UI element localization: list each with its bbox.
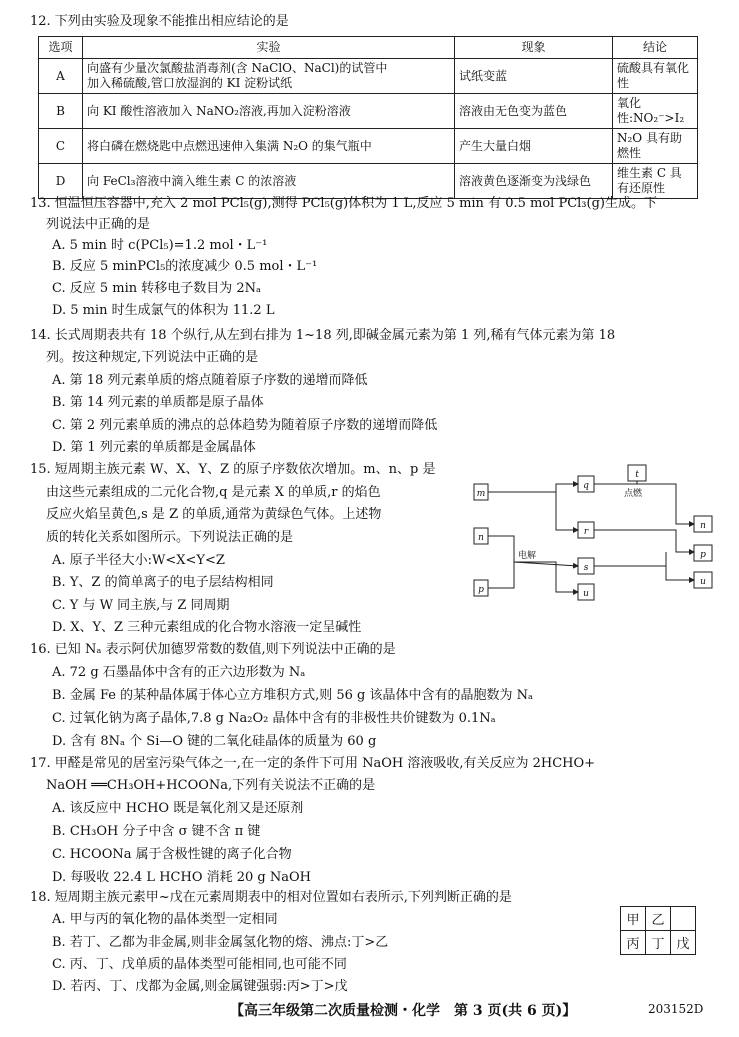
row-conclusion: 硫酸具有氧化性 xyxy=(613,59,698,94)
q15-stem-line1: 15. 短周期主族元素 W、X、Y、Z 的原子序数依次增加。m、n、p 是 xyxy=(30,462,436,477)
q18-option-a: A. 甲与丙的氧化物的晶体类型一定相同 xyxy=(52,912,278,927)
q16-stem: 16. 已知 Nₐ 表示阿伏加德罗常数的数值,则下列说法中正确的是 xyxy=(30,642,396,657)
grid-cell: 丙 xyxy=(621,931,646,955)
q13-option-d: D. 5 min 时生成氯气的体积为 11.2 L xyxy=(52,303,275,318)
table-row xyxy=(39,164,698,199)
row-conclusion: 氧化性:NO₂⁻>I₂ xyxy=(613,94,698,129)
q13-option-c: C. 反应 5 min 转移电子数目为 2Nₐ xyxy=(52,281,262,296)
header-phenomenon: 现象 xyxy=(455,37,613,59)
q14-option-d: D. 第 1 列元素的单质都是金属晶体 xyxy=(52,440,256,455)
q15-stem-line4: 质的转化关系如图所示。下列说法正确的是 xyxy=(46,530,294,545)
q13-stem-line2: 列说法中正确的是 xyxy=(46,217,151,232)
row-option: A xyxy=(39,59,83,94)
row-phenomenon: 试纸变蓝 xyxy=(455,59,613,94)
label-out-n: n xyxy=(700,521,706,531)
q15-reaction-diagram xyxy=(466,462,726,612)
q13-option-b: B. 反应 5 minPCl₅的浓度减少 0.5 mol・L⁻¹ xyxy=(52,259,318,274)
q14-stem-line2: 列。按这种规定,下列说法中正确的是 xyxy=(46,350,259,365)
q14-option-c: C. 第 2 列元素单质的沸点的总体趋势为随着原子序数的递增而降低 xyxy=(52,418,438,433)
q18-option-b: B. 若丁、乙都为非金属,则非金属氢化物的熔、沸点:丁>乙 xyxy=(52,935,389,950)
q16-option-b: B. 金属 Fe 的某种晶体属于体心立方堆积方式,则 56 g 该晶体中含有的晶胞数为 Nₐ xyxy=(52,688,534,703)
q17-option-d: D. 每吸收 22.4 L HCHO 消耗 20 g NaOH xyxy=(52,870,311,885)
q17-stem-line2: NaOH ══CH₃OH+HCOONa,下列有关说法不正确的是 xyxy=(46,778,376,793)
label-s: s xyxy=(583,563,589,573)
experiment-line: 向盛有少量次氯酸盐消毒剂(含 NaClO、NaCl)的试管中 xyxy=(87,61,388,75)
grid-cell: 乙 xyxy=(646,907,671,931)
label-m: m xyxy=(476,489,486,499)
row-phenomenon: 溶液黄色逐渐变为浅绿色 xyxy=(455,164,613,199)
q15-option-c: C. Y 与 W 同主族,与 Z 同周期 xyxy=(52,598,230,613)
q18-option-c: C. 丙、丁、戊单质的晶体类型可能相同,也可能不同 xyxy=(52,957,347,972)
row-phenomenon: 溶液由无色变为蓝色 xyxy=(455,94,613,129)
q15-stem-line2: 由这些元素组成的二元化合物,q 是元素 X 的单质,r 的焰色 xyxy=(46,485,381,500)
header-experiment: 实验 xyxy=(83,37,455,59)
experiment-line: 加入稀硫酸,管口放湿润的 KI 淀粉试纸 xyxy=(87,76,293,90)
q13-stem-line1: 13. 恒温恒压容器中,充入 2 mol PCl₅(g),测得 PCl₅(g)体积为 1 L,反应 5 min 有 0.5 mol PCl₃(g)生成。下 xyxy=(30,196,657,211)
q18-stem: 18. 短周期主族元素甲~戊在元素周期表中的相对位置如右表所示,下列判断正确的是 xyxy=(30,890,512,905)
label-n: n xyxy=(478,533,484,543)
grid-cell: 丁 xyxy=(646,931,671,955)
label-r: r xyxy=(583,527,589,537)
q17-option-c: C. HCOONa 属于含极性键的离子化合物 xyxy=(52,847,292,862)
label-out-p: p xyxy=(700,550,706,560)
q16-option-c: C. 过氧化钠为离子晶体,7.8 g Na₂O₂ 晶体中含有的非极性共价键数为 0.1Nₐ xyxy=(52,711,496,726)
grid-cell: 甲 xyxy=(621,907,646,931)
q15-option-b: B. Y、Z 的简单离子的电子层结构相同 xyxy=(52,575,274,590)
q12-table xyxy=(38,36,698,199)
q13-option-a: A. 5 min 时 c(PCl₅)=1.2 mol・L⁻¹ xyxy=(52,238,268,253)
row-experiment: 向 FeCl₃溶液中滴入维生素 C 的浓溶液 xyxy=(83,164,455,199)
q14-stem-line1: 14. 长式周期表共有 18 个纵行,从左到右排为 1~18 列,即碱金属元素为第 1 列,稀有气体元素为第 18 xyxy=(30,328,616,343)
table-row xyxy=(39,129,698,164)
row-conclusion: N₂O 具有助燃性 xyxy=(613,129,698,164)
row-option: C xyxy=(39,129,83,164)
q15-option-a: A. 原子半径大小:W<X<Y<Z xyxy=(52,553,225,568)
q17-option-b: B. CH₃OH 分子中含 σ 键不含 π 键 xyxy=(52,824,261,839)
label-out-u: u xyxy=(700,577,706,587)
q17-option-a: A. 该反应中 HCHO 既是氧化剂又是还原剂 xyxy=(52,801,304,816)
table-row xyxy=(39,59,698,94)
q16-option-a: A. 72 g 石墨晶体中含有的正六边形数为 Nₐ xyxy=(52,665,306,680)
q14-option-b: B. 第 14 列元素的单质都是原子晶体 xyxy=(52,395,264,410)
grid-cell: 戊 xyxy=(671,931,696,955)
label-t: t xyxy=(635,470,639,480)
q15-option-d: D. X、Y、Z 三种元素组成的化合物水溶液一定呈碱性 xyxy=(52,620,362,635)
q14-option-a: A. 第 18 列元素单质的熔点随着原子序数的递增而降低 xyxy=(52,373,368,388)
table-row xyxy=(39,94,698,129)
label-u: u xyxy=(583,589,589,599)
row-experiment: 将白磷在燃烧匙中点燃迅速伸入集满 N₂O 的集气瓶中 xyxy=(83,129,455,164)
row-experiment: 向 KI 酸性溶液加入 NaNO₂溶液,再加入淀粉溶液 xyxy=(83,94,455,129)
header-option: 选项 xyxy=(39,37,83,59)
row-phenomenon: 产生大量白烟 xyxy=(455,129,613,164)
row-conclusion: 维生素 C 具有还原性 xyxy=(613,164,698,199)
row-option: D xyxy=(39,164,83,199)
q18-option-d: D. 若丙、丁、戊都为金属,则金属键强弱:丙>丁>戊 xyxy=(52,979,348,994)
row-experiment xyxy=(83,59,455,94)
grid-cell xyxy=(671,907,696,931)
row-option: B xyxy=(39,94,83,129)
footer-code: 203152D xyxy=(648,1002,704,1016)
label-p: p xyxy=(478,585,484,595)
footer-title: 【高三年级第二次质量检测・化学 第 3 页(共 6 页)】 xyxy=(230,1003,577,1019)
q17-stem-line1: 17. 甲醛是常见的居室污染气体之一,在一定的条件下可用 NaOH 溶液吸收,有关反应为 2HCHO+ xyxy=(30,756,596,771)
q15-stem-line3: 反应火焰呈黄色,s 是 Z 的单质,通常为黄绿色气体。上述物 xyxy=(46,507,382,522)
label-q: q xyxy=(583,481,589,491)
label-electrolysis: 电解 xyxy=(518,551,537,561)
q16-option-d: D. 含有 8Nₐ 个 Si—O 键的二氧化硅晶体的质量为 60 g xyxy=(52,734,377,749)
q18-periodic-grid xyxy=(620,906,696,955)
q12-stem: 12. 下列由实验及现象不能推出相应结论的是 xyxy=(30,14,289,29)
label-ignite: 点燃 xyxy=(624,489,643,499)
header-conclusion: 结论 xyxy=(613,37,698,59)
